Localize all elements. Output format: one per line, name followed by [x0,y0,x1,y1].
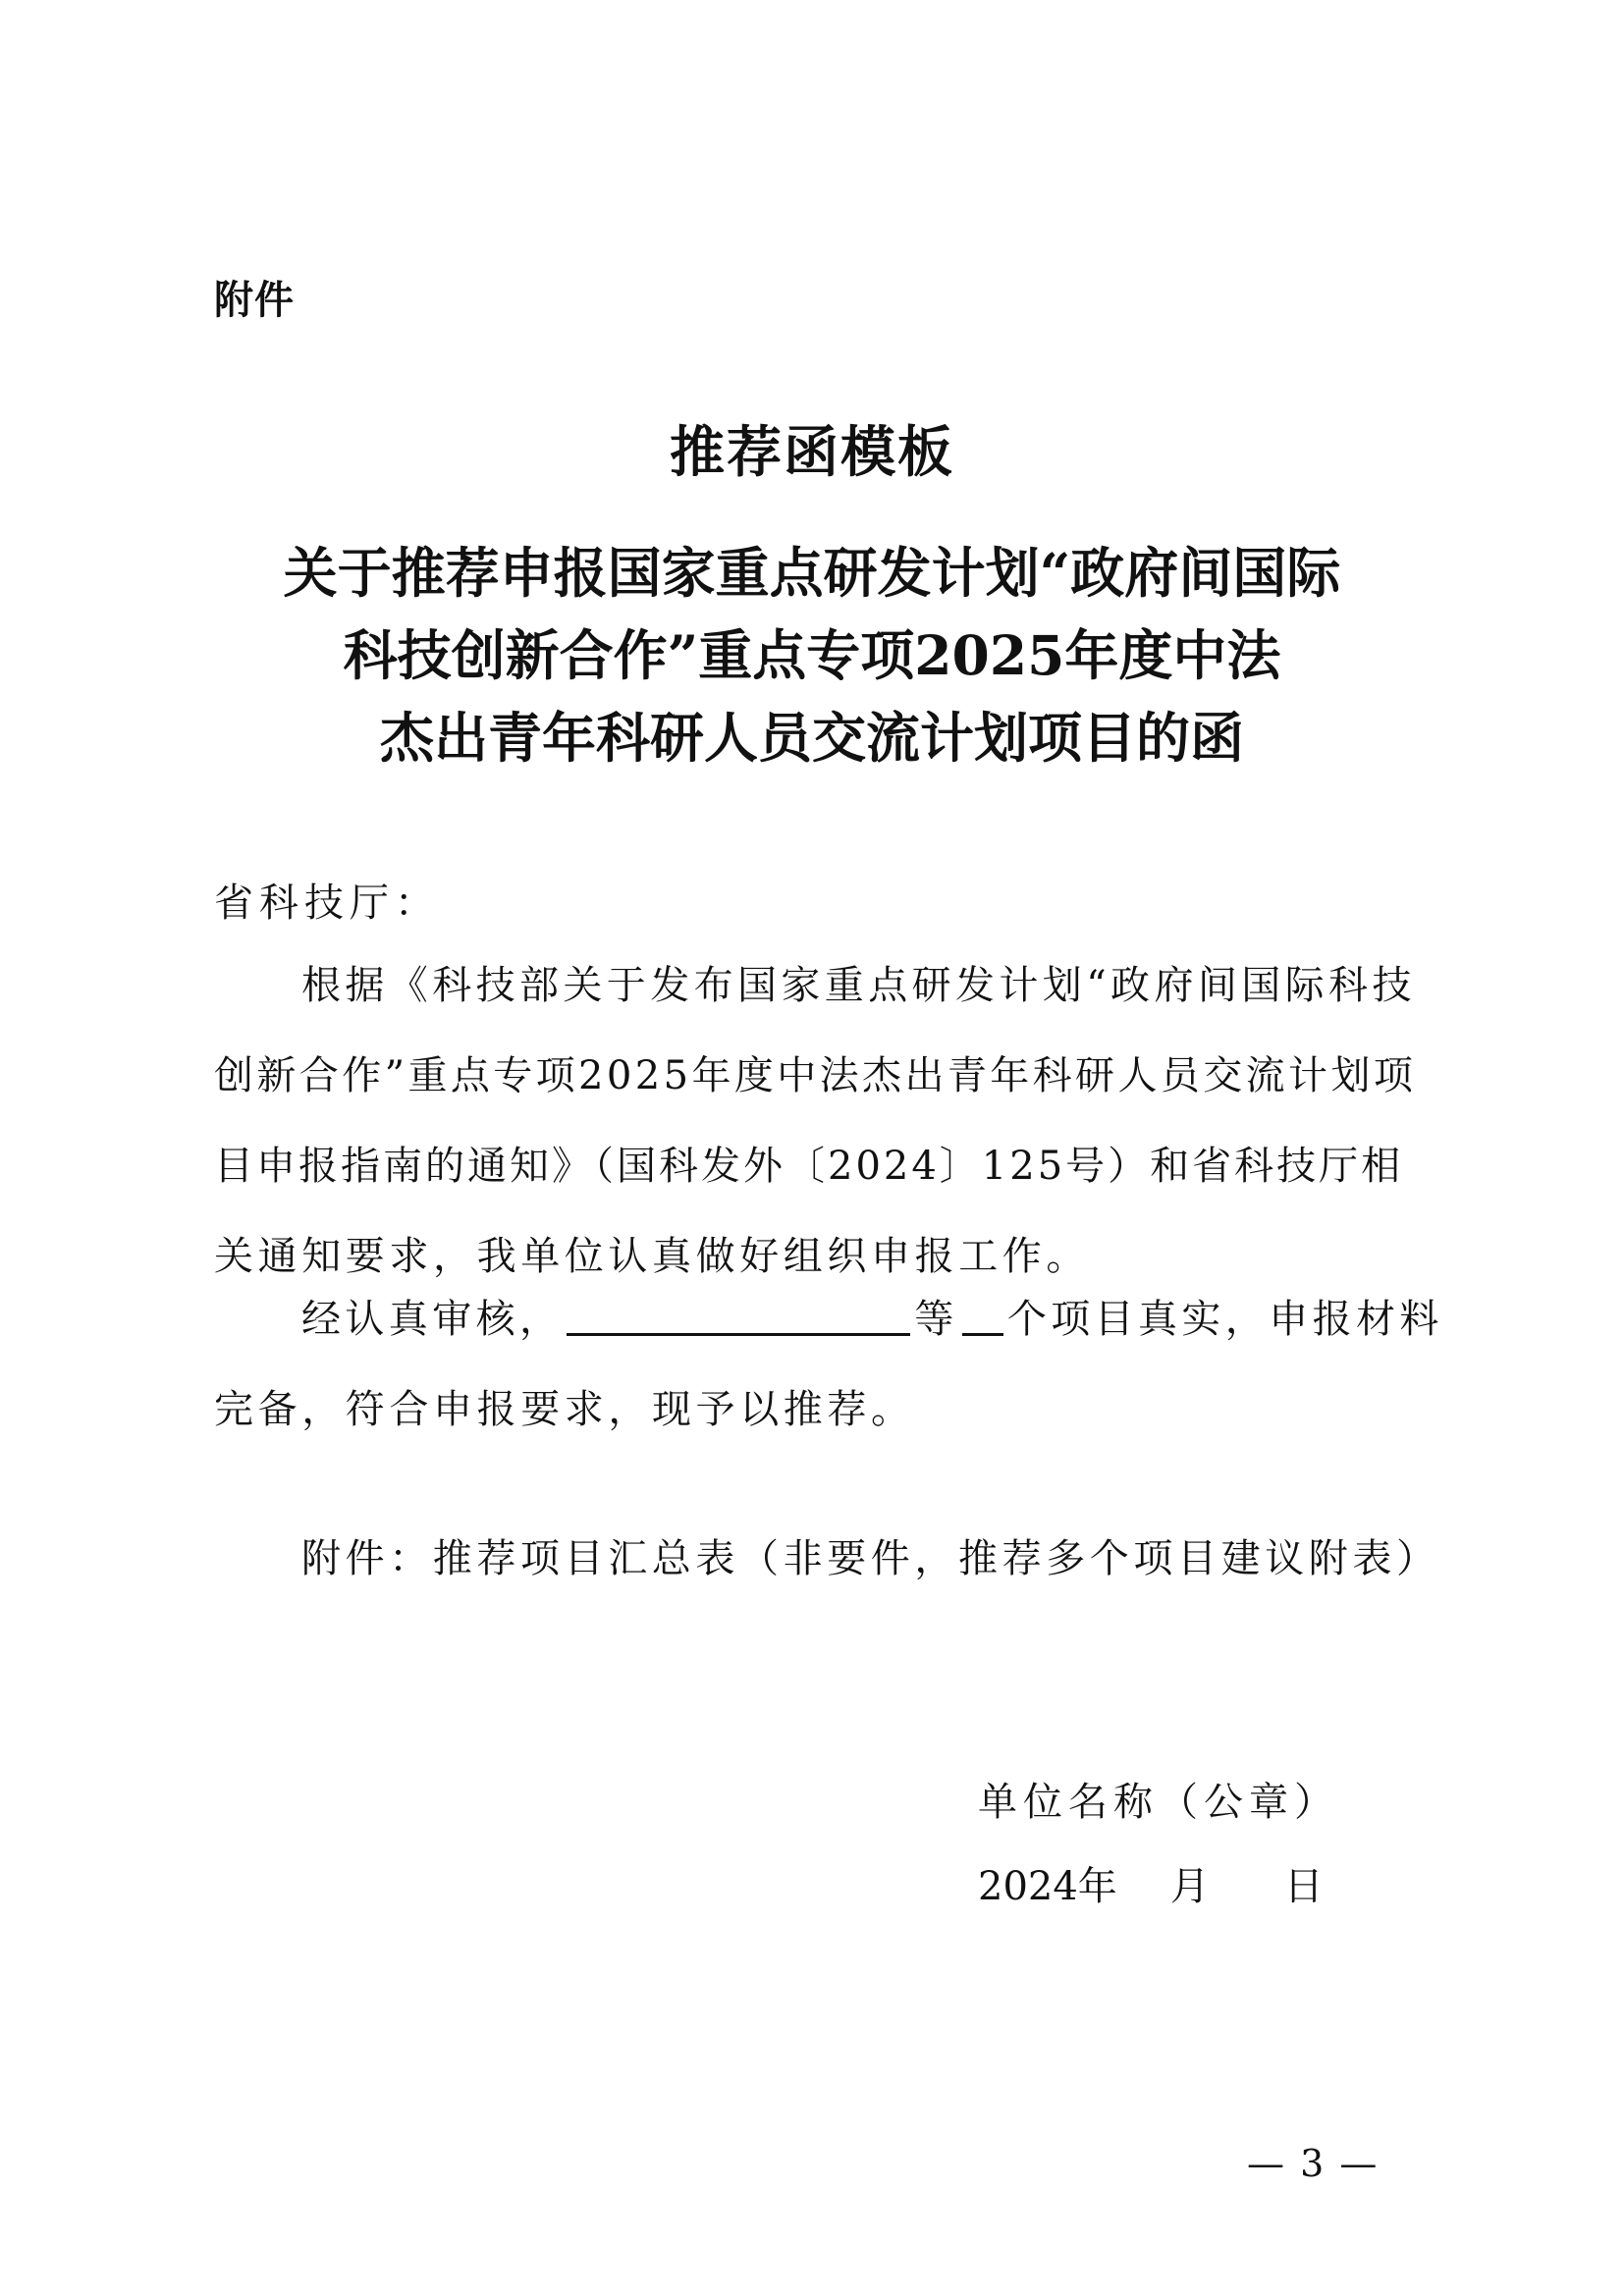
salutation: 省科技厅： [214,881,440,926]
paragraph-1-line-1: 根据《科技部关于发布国家重点研发计划“政府间国际科技 [301,963,1416,1008]
paragraph-2-line-2: 完备，符合申报要求，现予以推荐。 [214,1387,915,1432]
main-title-line-1: 关于推荐申报国家重点研发计划“政府间国际 [283,541,1341,605]
review-suffix: 个项目真实，申报材料 [1006,1297,1443,1342]
paragraph-2-line-1 [301,1292,1443,1347]
project-name-blank[interactable] [567,1294,910,1336]
signature-day: 日 [1283,1864,1324,1909]
signature-month: 月 [1169,1864,1210,1909]
paragraph-1-line-3: 目申报指南的通知》（国科发外〔2024〕125号）和省科技厅相 [214,1144,1404,1189]
signature-date [978,1859,1324,1914]
project-count-blank[interactable] [962,1294,1003,1336]
main-title-line-3: 杰出青年科研人员交流计划项目的函 [379,706,1244,770]
review-prefix: 经认真审核， [301,1297,564,1342]
main-title-line-2: 科技创新合作”重点专项2025年度中法 [343,623,1281,687]
page-number: — 3 — [1247,2142,1380,2185]
template-title: 推荐函模板 [670,420,954,485]
attachment-note: 附件：推荐项目汇总表（非要件，推荐多个项目建议附表） [301,1536,1440,1581]
signature-unit: 单位名称（公章） [978,1780,1339,1825]
paragraph-1-line-2: 创新合作”重点专项2025年度中法杰出青年科研人员交流计划项 [214,1053,1417,1098]
paragraph-1-line-4: 关通知要求，我单位认真做好组织申报工作。 [214,1234,1090,1279]
attachment-label: 附件 [214,278,295,323]
signature-year: 2024年 [978,1864,1117,1909]
review-middle: 等 [914,1297,958,1342]
